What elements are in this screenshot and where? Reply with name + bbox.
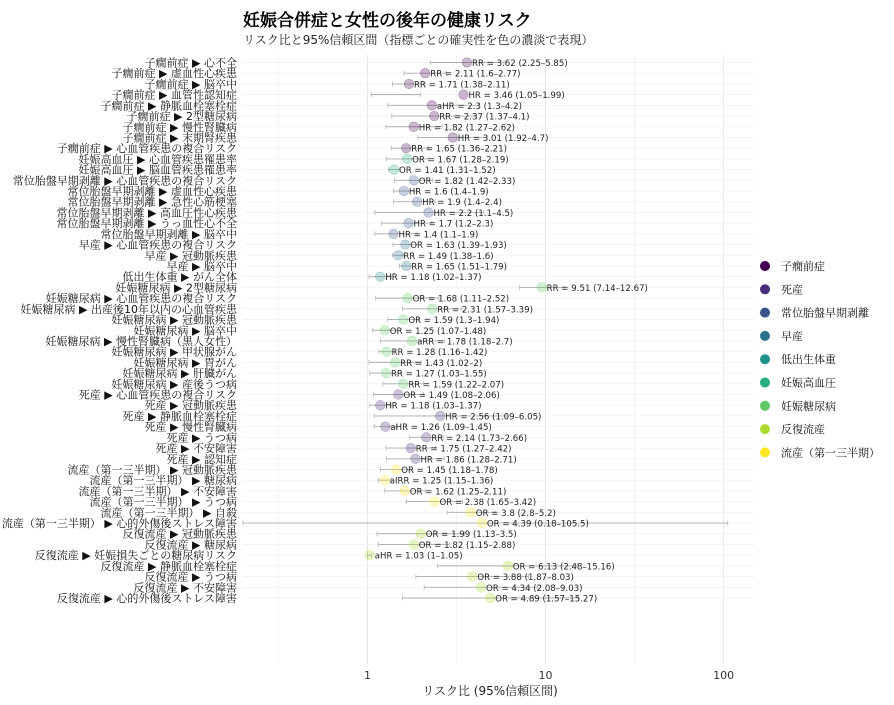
row-label: 反復流産 ▶ 不安障害 — [133, 581, 237, 595]
estimate-point — [381, 368, 391, 378]
estimate-point — [459, 90, 469, 100]
row-label: 流産（第一三半期） ▶ 冠動脈疾患 — [67, 463, 237, 477]
x-tick-layer — [364, 669, 734, 682]
row-label: 死産 ▶ うつ病 — [166, 431, 237, 445]
estimate-label: HR = 1.6 (1.4–1.9) — [408, 187, 489, 198]
estimate-label: OR = 3.8 (2.8–5.2) — [475, 508, 556, 519]
legend-swatch — [760, 331, 770, 341]
estimate-label: aHR = 2.3 (1.3–4.2) — [436, 101, 523, 112]
row-label: 死産 ▶ 静脈血栓塞栓症 — [122, 409, 237, 423]
row-label: 死産 ▶ 慢性腎臓病 — [144, 420, 237, 434]
row-label: 妊娠糖尿病 ▶ 脳卒中 — [133, 324, 237, 338]
row-label: 反復流産 ▶ 静脈血栓塞栓症 — [100, 559, 237, 573]
estimate-label: HR = 1.18 (1.03–1.37) — [385, 401, 482, 412]
legend-swatch — [760, 424, 770, 434]
estimate-label: RR = 2.31 (1.57–3.39) — [437, 305, 533, 316]
estimate-label: OR = 4.89 (1.57–15.27) — [495, 594, 598, 605]
estimate-label: RR = 1.43 (1.02–2) — [400, 358, 483, 369]
legend-label: 妊娠高血圧 — [781, 376, 836, 390]
row-label: 常位胎盤早期剥離 ▶ 急性心筋梗塞 — [67, 195, 237, 209]
row-label: 流産（第一三半期） ▶ 心的外傷後ストレス障害 — [1, 517, 237, 531]
legend-swatch — [760, 447, 770, 457]
estimate-point — [394, 390, 404, 400]
estimate-point — [430, 497, 440, 507]
estimate-label: RR = 2.37 (1.37–4.1) — [439, 112, 530, 123]
estimate-label: RR = 1.65 (1.36–2.21) — [411, 144, 507, 155]
row-label: 妊娠糖尿病 ▶ 肝臓がん — [122, 367, 237, 381]
legend — [760, 259, 880, 459]
estimate-label: OR = 6.13 (2.48–15.16) — [512, 562, 615, 573]
estimate-point — [416, 529, 426, 539]
estimate-point — [420, 68, 430, 78]
estimate-point — [400, 240, 410, 250]
estimate-label: OR = 1.49 (1.08–2.06) — [403, 391, 500, 402]
estimate-point — [411, 454, 421, 464]
row-label: 子癇前症 ▶ 心不全 — [144, 56, 237, 70]
estimate-label: HR = 1.86 (1.28–2.71) — [420, 455, 517, 466]
legend-swatch — [760, 284, 770, 294]
row-label: 死産 ▶ 心血管疾患の複合リスク — [78, 388, 237, 402]
estimate-point — [390, 358, 400, 368]
estimate-label: OR = 4.34 (2.08–9.03) — [486, 583, 583, 594]
estimate-point — [399, 379, 409, 389]
row-label: 子癇前症 ▶ 虚血性心疾患 — [111, 67, 237, 81]
row-label: 流産（第一三半期） ▶ うつ病 — [89, 495, 237, 509]
estimate-point — [435, 411, 445, 421]
estimate-label: RR = 1.27 (1.03–1.55) — [390, 369, 487, 380]
estimate-label: OR = 3.88 (1.87–8.03) — [477, 573, 574, 584]
estimate-label: OR = 1.67 (1.28–2.19) — [412, 155, 509, 166]
estimate-point — [406, 443, 416, 453]
row-label: 常位胎盤早期剥離 ▶ 虚血性心疾患 — [67, 185, 237, 199]
row-label: 常位胎盤早期剥離 ▶ うっ血性心不全 — [56, 217, 237, 231]
row-label: 反復流産 ▶ うつ病 — [144, 570, 237, 584]
estimate-point — [409, 176, 419, 186]
estimate-point — [466, 508, 476, 518]
estimate-label: OR = 1.59 (1.3–1.94) — [408, 316, 500, 327]
estimate-point — [537, 283, 547, 293]
chart-subtitle: リスク比と95%信頼区間（指標ごとの確実性を色の濃淡で表現） — [243, 33, 594, 47]
estimate-point — [477, 518, 487, 528]
row-label: 低出生体重 ▶ がん全体 — [122, 270, 237, 284]
estimate-label: RR = 1.65 (1.51–1.79) — [411, 262, 507, 273]
row-label: 妊娠高血圧 ▶ 心血管疾患罹患率 — [78, 152, 237, 166]
estimate-label: HR = 1.7 (1.2–2.3) — [413, 219, 494, 230]
estimate-point — [412, 197, 422, 207]
estimate-point — [375, 400, 385, 410]
estimate-point — [365, 550, 375, 560]
estimate-point — [399, 315, 409, 325]
row-label: 早産 ▶ 冠動脈疾患 — [144, 249, 237, 263]
estimate-point — [380, 325, 390, 335]
estimate-label: RR = 1.28 (1.16–1.42) — [391, 348, 488, 359]
estimate-point — [389, 165, 399, 175]
estimate-point — [462, 58, 472, 68]
row-label: 反復流産 ▶ 冠動脈疾患 — [122, 527, 237, 541]
legend-label: 常位胎盤早期剥離 — [781, 306, 869, 320]
estimate-point — [424, 208, 434, 218]
estimate-point — [381, 422, 391, 432]
row-label: 子癇前症 ▶ 末期腎疾患 — [122, 131, 237, 145]
row-label: 妊娠糖尿病 ▶ 産後うつ病 — [111, 377, 237, 391]
estimate-point — [407, 336, 417, 346]
estimate-label: OR = 1.25 (1.07–1.48) — [389, 326, 487, 337]
estimate-label: HR = 1.9 (1.4–2.4) — [422, 198, 502, 209]
row-label: 流産（第一三半期） ▶ 不安障害 — [78, 484, 237, 498]
legend-label: 子癇前症 — [781, 260, 825, 273]
estimate-point — [391, 465, 401, 475]
row-label: 常位胎盤早期剥離 ▶ 脳卒中 — [100, 227, 237, 241]
estimate-label: RR = 1.71 (1.38–2.11) — [413, 80, 510, 91]
estimate-point — [399, 186, 409, 196]
estimate-label: RR = 1.49 (1.38–1.6) — [403, 251, 494, 262]
estimate-point — [427, 304, 437, 314]
row-label: 早産 ▶ 脳卒中 — [166, 259, 237, 273]
estimate-label: OR = 1.82 (1.15–2.88) — [418, 540, 516, 551]
estimate-label: OR = 1.62 (1.25–2.11) — [409, 487, 507, 498]
row-label: 反復流産 ▶ 心的外傷後ストレス障害 — [56, 592, 237, 605]
row-label: 妊娠高血圧 ▶ 脳血管疾患罹患率 — [78, 163, 237, 177]
x-tick-label: 1 — [363, 669, 371, 682]
estimate-label: aHR = 1.26 (1.09–1.45) — [390, 423, 492, 434]
estimate-label: RR = 3.62 (2.25–5.85) — [471, 59, 568, 69]
row-label: 妊娠糖尿病 ▶ 2型糖尿病 — [115, 281, 237, 295]
row-label: 常位胎盤早期剥離 ▶ 心血管疾患の複合リスク — [12, 174, 237, 188]
estimate-label: HR = 1.82 (1.27–2.62) — [418, 123, 516, 134]
estimate-point — [476, 582, 486, 592]
row-label: 妊娠糖尿病 ▶ 心血管疾患の複合リスク — [45, 292, 237, 306]
estimate-label: aHR = 1.03 (1–1.05) — [374, 551, 463, 562]
estimate-label: aIRR = 1.25 (1.15–1.36) — [389, 476, 494, 487]
row-label: 流産（第一三半期） ▶ 糖尿病 — [89, 474, 237, 488]
x-tick-label: 10 — [538, 669, 553, 682]
estimate-label: OR = 1.41 (1.31–1.52) — [399, 166, 496, 177]
legend-label: 死産 — [781, 283, 803, 297]
row-label: 子癇前症 ▶ 慢性腎臓病 — [122, 120, 237, 134]
estimate-label: RR = 2.14 (1.73–2.66) — [431, 433, 528, 444]
legend-label: 妊娠糖尿病 — [781, 399, 836, 413]
estimate-label: RR = 1.75 (1.27–2.42) — [415, 444, 512, 455]
row-label: 子癇前症 ▶ 心血管疾患の複合リスク — [56, 142, 237, 156]
estimate-label: OR = 2.38 (1.65–3.42) — [439, 498, 537, 509]
estimate-label: HR = 2.56 (1.09–6.05) — [445, 412, 542, 423]
legend-label: 早産 — [781, 329, 803, 343]
x-tick-label: 100 — [713, 669, 735, 682]
row-label: 妊娠糖尿病 ▶ 出産後10年以内の心血管疾患 — [20, 302, 237, 316]
row-label: 流産（第一三半期） ▶ 自殺 — [100, 506, 237, 520]
estimate-label: HR = 3.46 (1.05–1.99) — [468, 91, 565, 102]
row-label: 子癇前症 ▶ 2型糖尿病 — [126, 110, 237, 124]
row-label: 常位胎盤早期剥離 ▶ 高血圧性心疾患 — [56, 206, 237, 220]
estimate-label: RR = 1.59 (1.22–2.07) — [408, 380, 505, 391]
estimate-point — [403, 293, 413, 303]
legend-swatch — [760, 354, 770, 364]
chart-title: 妊娠合併症と女性の後年の健康リスク — [243, 11, 532, 31]
row-label: 子癇前症 ▶ 静脈血栓塞栓症 — [100, 99, 237, 113]
estimate-label: OR = 4.39 (0.18–105.5) — [486, 519, 589, 530]
legend-label: 反復流産 — [781, 423, 825, 437]
estimate-point — [375, 272, 385, 282]
row-label: 反復流産 ▶ 妊娠損失ごとの糖尿病リスク — [34, 549, 237, 563]
legend-label: 流産（第一三半期） — [781, 446, 880, 460]
estimate-point — [404, 218, 414, 228]
row-label: 妊娠糖尿病 ▶ 慢性腎臓病（黒人女性） — [45, 334, 237, 348]
legend-swatch — [760, 378, 770, 388]
estimate-point — [401, 261, 411, 271]
estimate-label: HR = 3.01 (1.92–4.7) — [457, 133, 549, 144]
estimate-label: OR = 1.63 (1.39–1.93) — [410, 241, 507, 252]
estimate-point — [448, 133, 458, 143]
row-label: 反復流産 ▶ 糖尿病 — [144, 538, 237, 552]
row-label: 死産 ▶ 冠動脈疾患 — [144, 399, 237, 413]
estimate-point — [409, 122, 419, 132]
estimate-label: OR = 1.45 (1.18–1.78) — [401, 465, 498, 476]
legend-swatch — [760, 401, 770, 411]
row-label: 妊娠糖尿病 ▶ 冠動脈疾患 — [111, 313, 237, 327]
row-label: 早産 ▶ 心血管疾患の複合リスク — [78, 238, 237, 252]
row-label: 死産 ▶ 不安障害 — [155, 442, 237, 456]
estimate-point — [429, 111, 439, 121]
estimate-label: HR = 1.4 (1.1–1.9) — [398, 230, 479, 241]
estimate-point — [404, 79, 414, 89]
legend-swatch — [760, 261, 770, 271]
row-label: 妊娠糖尿病 ▶ 胃がん — [133, 356, 237, 370]
estimate-label: HR = 2.2 (1.1–4.5) — [433, 208, 514, 219]
row-label-layer — [2, 56, 238, 606]
estimate-point — [380, 475, 390, 485]
estimate-label: OR = 1.82 (1.42–2.33) — [418, 176, 516, 187]
estimate-label: RR = 9.51 (7.14–12.67) — [546, 283, 648, 294]
estimate-point — [400, 486, 410, 496]
estimate-point — [503, 561, 513, 571]
estimate-point — [485, 593, 495, 603]
legend-swatch — [760, 308, 770, 318]
row-label: 子癇前症 ▶ 血管性認知症 — [111, 88, 237, 102]
estimate-point — [394, 250, 404, 260]
estimate-point — [468, 572, 478, 582]
estimate-point — [389, 229, 399, 239]
row-label: 死産 ▶ 認知症 — [166, 452, 237, 466]
row-label: 子癇前症 ▶ 脳卒中 — [144, 77, 237, 91]
estimate-label: aRR = 1.78 (1.18–2.7) — [417, 337, 513, 348]
estimate-label: RR = 2.11 (1.6–2.77) — [430, 69, 521, 80]
legend-label: 低出生体重 — [781, 353, 836, 367]
estimate-point — [402, 154, 412, 164]
estimate-point — [382, 347, 392, 357]
row-label: 妊娠糖尿病 ▶ 甲状腺がん — [111, 345, 237, 359]
estimate-point — [409, 540, 419, 550]
estimate-label: OR = 1.68 (1.11–2.52) — [412, 294, 510, 305]
estimate-point — [422, 433, 432, 443]
x-axis-title: リスク比 (95%信頼区間) — [422, 684, 558, 698]
estimate-label: OR = 1.99 (1.13–3.5) — [425, 530, 517, 541]
estimate-label: HR = 1.18 (1.02–1.37) — [385, 273, 482, 284]
estimate-point — [427, 101, 437, 111]
estimate-point — [401, 143, 411, 153]
